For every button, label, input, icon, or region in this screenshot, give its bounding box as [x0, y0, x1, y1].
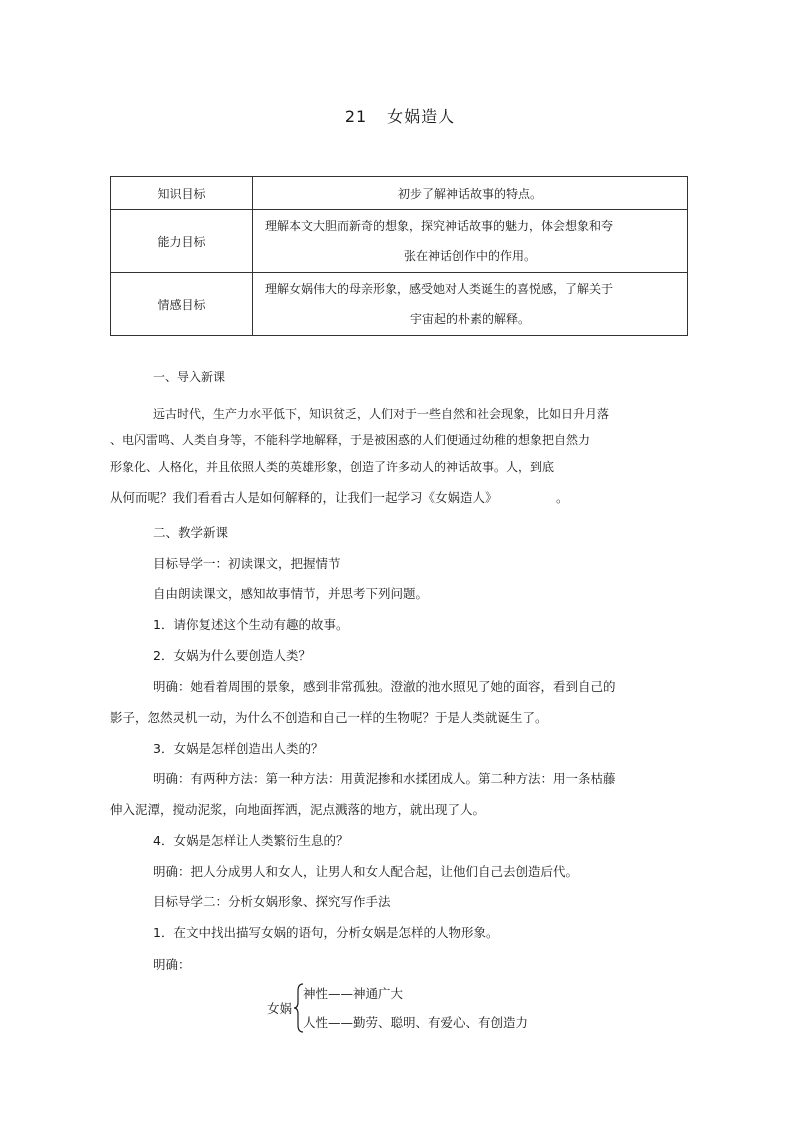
- goal-label: 能力目标: [111, 210, 253, 273]
- diagram-root: 女娲: [267, 1001, 293, 1016]
- goal-label: 情感目标: [111, 273, 253, 336]
- goal-heading-2: 目标导学二：分析女娲形象、探究写作手法: [153, 894, 391, 909]
- goals-table: [110, 176, 688, 336]
- goal-row-emotion: [111, 273, 688, 336]
- answer-3-line: 明确：有两种方法：第一种方法：用黄泥掺和水揉团成人。第二种方法：用一条枯藤: [153, 771, 616, 786]
- section-heading-teaching: 二、教学新课: [153, 525, 229, 540]
- paragraph-end: 。: [556, 490, 569, 505]
- answer-5-label: 明确：: [153, 957, 191, 972]
- goal-heading-1: 目标导学一：初读课文，把握情节: [153, 556, 341, 571]
- question-4: 4．女娲是怎样让人类繁衍生息的？: [153, 833, 349, 848]
- question-1: 1．请你复述这个生动有趣的故事。: [153, 617, 349, 632]
- goal-label: 知识目标: [111, 177, 253, 210]
- goal-description: 初步了解神话故事的特点。: [253, 177, 688, 210]
- lesson-number: 21: [344, 107, 368, 126]
- paragraph-line: 、电闪雷鸣、人类自身等，不能科学地解释，于是被困惑的人们便通过幼稚的想象把自然力: [110, 433, 591, 447]
- answer-4: 明确：把人分成男人和女人，让男人和女人配合起，让他们自己去创造后代。: [153, 864, 579, 879]
- goal-description-line: 理解本文大胆而新奇的想象，探究神话故事的魅力，体会想象和夸: [265, 219, 614, 233]
- goal-description-line: 宇宙起的朴素的解释。: [409, 312, 530, 326]
- diagram-branch-humanity: 人性——勤劳、聪明、有爱心、有创造力: [303, 1015, 529, 1030]
- question-3: 3．女娲是怎样创造出人类的？: [153, 741, 324, 756]
- instruction-text: 自由朗读课文，感知故事情节，并思考下列问题。: [153, 586, 429, 601]
- diagram-branch-divinity: 神性——神通广大: [303, 986, 404, 1001]
- lesson-title: 女娲造人: [387, 107, 456, 126]
- answer-2-line: 明确：她看着周围的景象，感到非常孤独。澄澈的池水照见了她的面容，看到自己的: [153, 679, 616, 694]
- goal-row-ability: [111, 210, 688, 273]
- question-2: 2．女娲为什么要创造人类？: [153, 648, 311, 663]
- paragraph-line: 从何而呢？我们看看古人是如何解释的，让我们一起学习《女娲造人》: [110, 490, 498, 505]
- question-5: 1．在文中找出描写女娲的语句，分析女娲是怎样的人物形象。: [153, 925, 499, 940]
- answer-2-line: 影子，忽然灵机一动，为什么不创造和自己一样的生物呢？于是人类就诞生了。: [110, 710, 548, 725]
- paragraph-line: 远古时代，生产力水平低下，知识贫乏，人们对于一些自然和社会现象，比如日升月落: [153, 407, 610, 421]
- paragraph-line: 形象化、人格化，并且依照人类的英雄形象，创造了许多动人的神话故事。人，到底: [110, 460, 555, 474]
- goal-description-line: 张在神话创作中的作用。: [403, 249, 536, 263]
- goal-description: [253, 210, 688, 273]
- section-heading-intro: 一、导入新课: [153, 370, 226, 384]
- page-title: [0, 104, 800, 127]
- goal-description: [253, 273, 688, 336]
- goal-description-line: 理解女娲伟大的母亲形象，感受她对人类诞生的喜悦感，了解关于: [265, 282, 614, 296]
- answer-3-line: 伸入泥潭，搅动泥浆，向地面挥洒，泥点溅落的地方，就出现了人。: [110, 802, 486, 817]
- goal-row-knowledge: [111, 177, 688, 210]
